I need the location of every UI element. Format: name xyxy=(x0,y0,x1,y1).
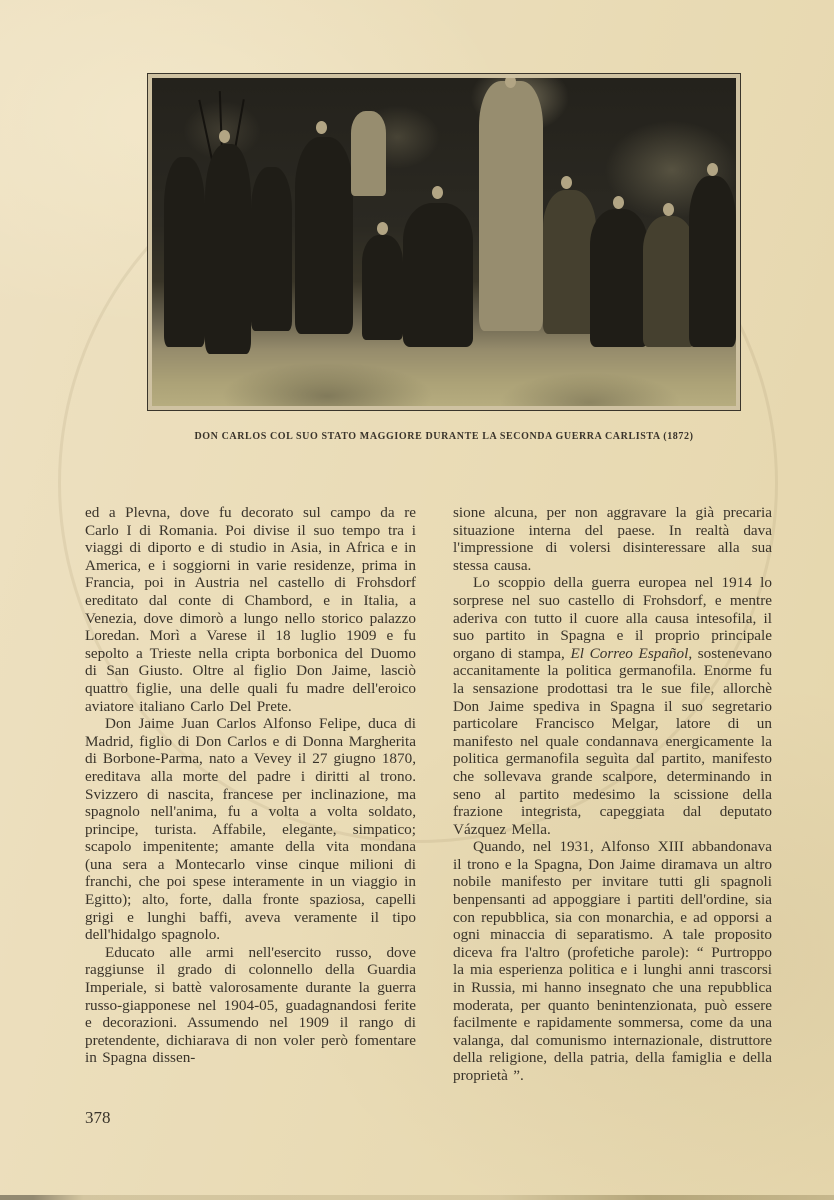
paragraph: sione alcuna, per non aggravare la già precaria situazione interna del paese. In realtà dava l'impressione di volersi disinteressare alla sua stessa causa. xyxy=(453,504,772,574)
figure-silhouette xyxy=(643,216,696,347)
figure-silhouette xyxy=(295,137,353,334)
photograph xyxy=(152,78,736,406)
figure-silhouette xyxy=(543,190,596,334)
figure-face xyxy=(316,121,327,134)
figure-face xyxy=(219,130,230,143)
figure-silhouette xyxy=(590,209,648,347)
paragraph: ed a Plevna, dove fu decorato sul campo da re Carlo I di Romania. Poi divise il suo tempo tra i viaggi di diporto e di studio in Asia, in Africa e in America, e i soggiorni in varie residenze, prima in Francia, poi in Austria nel castello di Frohsdorf ereditato dal conte di Chambord, e in Italia, a Venezia, dove dimorò a lungo nello storico palazzo Loredan. Morì a Varese il 18 luglio 1909 e fu sepolto a Trieste nella cripta borbonica del Duomo di San Giusto. Oltre al figlio Don Jaime, lasciò quattro figlie, una delle quali fu madre dell'eroico aviatore italiano Carlo Del Prete. xyxy=(85,504,416,715)
paragraph-text: , sostenevano accanitamente la politica germanofila. Enorme fu la sensazione prodottasi tra le sue file, allorchè Don Jaime spediva in Spagna il suo segretario particolare Francisco Melgar, latore di un manifesto nel quale condannava energicamente la politica germanofila seguìta dal partito, manifesto che sollevava grande scalpore, determinando in seno al partito medesimo la scissione della frazione integrista, capeggiata dal deputato Vázquez Mella. xyxy=(453,644,772,838)
paragraph-text: Lo scoppio della guerra europea nel 1914 lo sorprese nel suo castello di Frohsdorf, e mentre aderiva con tutto il cuore alla causa intesofila, il suo partito in Spagna e il proprio principale organo di stampa, xyxy=(453,574,772,662)
page-bottom-edge xyxy=(0,1195,834,1200)
paragraph: Don Jaime Juan Carlos Alfonso Felipe, duca di Madrid, figlio di Don Carlos e di Donna Margherita di Borbone-Parma, nato a Vevey il 27 giugno 1870, ereditava alla morte del padre i diritti al trono. Svizzero di nascita, francese per inclinazione, ma spagnolo nell'anima, fu a volta a volta soldato, principe, turista. Affabile, elegante, simpatico; scapolo impenitente; amante della vita mondana (una sera a Montecarlo vinse cinque milioni di franchi, che poi spese interamente in un viaggio in Egitto); alto, forte, dalla fronte spaziosa, capelli grigi e lunghi baffi, aveva veramente il tipo dell'hidalgo spagnolo. xyxy=(85,715,416,944)
figure-silhouette xyxy=(351,111,386,196)
figure-face xyxy=(432,186,443,199)
figure-silhouette xyxy=(689,176,736,347)
figure-silhouette xyxy=(205,144,252,354)
figure-silhouette xyxy=(403,203,473,347)
paragraph: Educato alle armi nell'esercito russo, dove raggiunse il grado di colonnello della Guardia Imperiale, si battè valorosamente durante la guerra russo-giapponese nel 1904-05, guadagnandosi ferite e decorazioni. Assumendo nel 1909 il rango di pretendente, dichiarava di non voler però fomentare in Spagna dissen- xyxy=(85,943,416,1067)
paragraph: Quando, nel 1931, Alfonso XIII abbandonava il trono e la Spagna, Don Jaime diramava un altro nobile manifesto per invitare tutti gli spagnoli benpensanti ad appoggiare i partiti dell'ordine, sia con repubblica, sia con monarchia, e ad opporsi a ogni minaccia di separatismo. A tale proposito diceva fra l'altro (profetiche parole): “ Purtroppo la mia esperienza politica e i lunghi anni trascorsi in Russia, mi hanno insegnato che una repubblica moderata, per quanto benintenzionata, può essere facilmente e rapidamente sommersa, come da una valanga, dal comunismo internazionale, distruttore della religione, della patria, della famiglia e della proprietà ”. xyxy=(453,838,772,1084)
newspaper-title: El Correo Español xyxy=(570,644,689,662)
page-number: 378 xyxy=(85,1108,111,1127)
photo-frame xyxy=(147,73,741,411)
figure-silhouette xyxy=(362,235,403,340)
figure-face xyxy=(613,196,624,209)
text-column-right xyxy=(453,504,772,1085)
figure-face xyxy=(707,163,718,176)
figure-face xyxy=(561,176,572,189)
paragraph xyxy=(453,574,772,838)
text-column-left xyxy=(85,504,416,1067)
photo-caption: DON CARLOS COL SUO STATO MAGGIORE DURANTE LA SECONDA GUERRA CARLISTA (1872) xyxy=(194,431,694,442)
don-carlos-figure xyxy=(479,81,543,330)
figure-silhouette xyxy=(164,157,205,347)
figure-face xyxy=(663,203,674,216)
figure-silhouette xyxy=(251,167,292,331)
figure-face xyxy=(377,222,388,235)
